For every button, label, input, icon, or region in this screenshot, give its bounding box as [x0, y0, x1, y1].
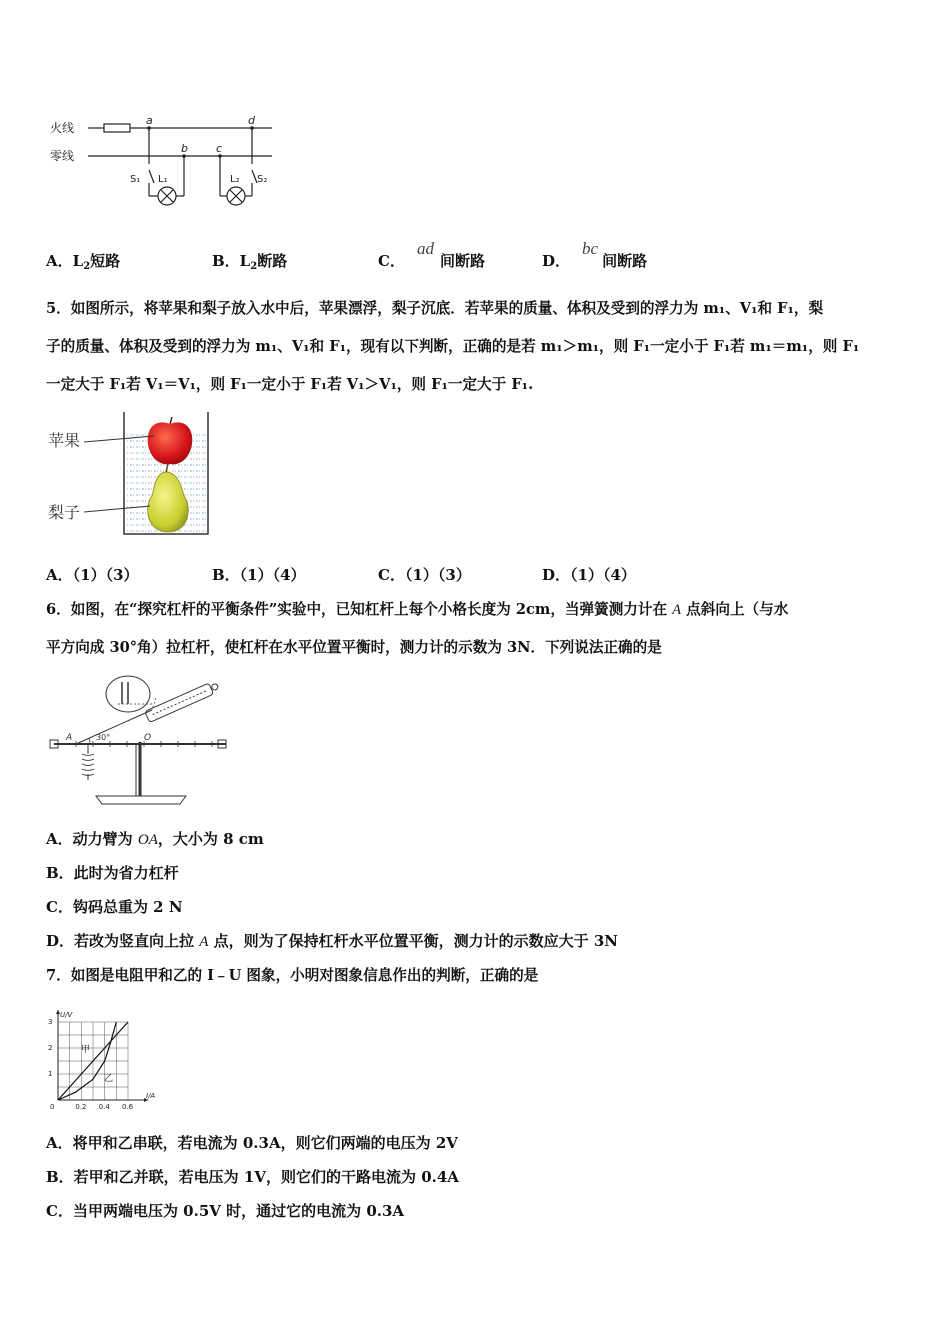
lever-angle-label: 30°	[96, 733, 111, 742]
x-tick-label: 0.2	[75, 1103, 87, 1110]
q4-option-a-prefix: A．L	[46, 252, 84, 270]
q4-option-c-prefix: C．	[378, 252, 405, 270]
point-b-label: b	[181, 142, 188, 155]
q6-option-d-prefix: D．若改为竖直向上拉	[46, 932, 200, 950]
x-axis-label: I/A	[146, 1092, 156, 1100]
q6-option-d-var: A	[199, 934, 209, 950]
q6-option-a-var: OA	[137, 832, 158, 848]
q5-stem-line-2: 子的质量、体积及受到的浮力为 m₁、V₁和 F₁，现有以下判断，正确的是若 m₁＞m₁，则 F₁一定小于 F₁若 m₁＝m₁，则 F₁	[46, 338, 860, 355]
q5-option-a[interactable]: A．（1）（3）	[46, 566, 139, 584]
lever-pivot-o-label: O	[144, 733, 152, 743]
series-label-yi: 乙	[104, 1074, 114, 1085]
q4-option-a-suffix: 短路	[90, 252, 121, 270]
q6-option-a[interactable]	[46, 828, 264, 849]
q6-option-d-suffix: 点，则为了保持杠杆水平位置平衡，测力计的示数应大于 3N	[208, 932, 619, 950]
y-axis-label: U/V	[60, 1011, 73, 1019]
y-tick-label: 1	[48, 1070, 53, 1078]
y-tick-label: 3	[48, 1018, 53, 1026]
pear-label: 梨子	[48, 503, 81, 522]
q6-option-b[interactable]: B．此时为省力杠杆	[46, 864, 179, 882]
switch-s1-label: S₁	[130, 174, 141, 185]
q4-option-c[interactable]	[378, 239, 485, 271]
point-a-label: a	[146, 114, 153, 127]
q4-option-d-suffix: 间断路	[602, 252, 648, 270]
q4-option-c-suffix: 间断路	[439, 252, 485, 270]
q5-stem-line-1: 5．如图所示，将苹果和梨子放入水中后，苹果漂浮，梨子沉底．若苹果的质量、体积及受到的浮力为 m₁、V₁和 F₁，梨	[46, 300, 824, 317]
fuse	[104, 124, 130, 132]
q5-option-c[interactable]: C．（1）（3）	[378, 566, 471, 584]
q4-option-d-var: bc	[582, 239, 599, 258]
q6-stem-line-1-text: 6．如图，在“探究杠杆的平衡条件”实验中，已知杠杆上每个小格长度为 2cm，当弹簧测力计在	[46, 601, 673, 618]
point-d-label: d	[248, 114, 255, 127]
q4-option-d[interactable]	[542, 239, 648, 271]
q6-stem-line-2: 平方向成 30°角）拉杠杆，使杠杆在水平位置平衡时，测力计的示数为 3N．下列说法正确的是	[46, 639, 662, 656]
chart-labels	[48, 1011, 155, 1110]
q7-stem: 7．如图是电阻甲和乙的 I﹣U 图象，小明对图象信息作出的判断，正确的是	[46, 967, 539, 984]
x-tick-label: 0	[50, 1103, 55, 1110]
q4-option-a[interactable]	[46, 250, 120, 272]
q5-option-d[interactable]: D．（1）（4）	[542, 566, 636, 584]
q4-option-b[interactable]	[212, 250, 287, 272]
circuit-diagram	[46, 108, 286, 213]
q7-option-a[interactable]: A．将甲和乙串联，若电流为 0.3A，则它们两端的电压为 2V	[46, 1134, 458, 1152]
lever-figure	[46, 672, 236, 810]
q4-option-b-prefix: B．L	[212, 252, 251, 270]
x-tick-label: 0.6	[122, 1103, 134, 1110]
q6-stem-line-1-text-2: 点斜向上（与水	[681, 601, 789, 618]
q6-stem-var-a: A	[672, 602, 682, 618]
apple-shape	[148, 417, 193, 464]
switch-s2-label: S₂	[257, 174, 268, 185]
lamp-l1-label: L₁	[158, 174, 168, 185]
apple-pear-beaker-figure	[46, 408, 216, 540]
q6-option-c[interactable]: C．钩码总重为 2 N	[46, 898, 183, 916]
q4-option-c-var: ad	[416, 239, 434, 258]
q6-option-a-prefix: A．动力臂为	[46, 830, 138, 848]
q6-option-a-suffix: ，大小为 8 cm	[157, 830, 264, 848]
q4-option-b-sub: 2	[250, 261, 258, 272]
iu-graph	[44, 1002, 174, 1110]
q7-option-b[interactable]: B．若甲和乙并联，若电压为 1V，则它们的干路电流为 0.4A	[46, 1168, 459, 1186]
q6-option-d[interactable]	[46, 930, 618, 951]
q5-stem-line-3: 一定大于 F₁若 V₁＝V₁，则 F₁一定小于 F₁若 V₁＞V₁，则 F₁一定大于 F₁.	[46, 376, 534, 393]
neutral-wire-label: 零线	[50, 149, 75, 163]
q5-option-b[interactable]: B．（1）（4）	[212, 566, 306, 584]
lever-point-a-label: A	[66, 733, 73, 743]
lamp-l2-label: L₂	[230, 174, 240, 185]
q7-option-c[interactable]: C．当甲两端电压为 0.5V 时，通过它的电流为 0.3A	[46, 1202, 405, 1220]
q4-option-d-prefix: D．	[542, 252, 571, 270]
q4-option-a-sub: 2	[83, 261, 91, 272]
live-wire-label: 火线	[50, 121, 75, 135]
y-tick-label: 2	[48, 1044, 53, 1052]
point-c-label: c	[216, 142, 223, 155]
q6-stem-line-1	[46, 598, 788, 619]
series-label-jia: 甲	[81, 1045, 91, 1055]
apple-label: 苹果	[48, 431, 81, 450]
q4-option-b-suffix: 断路	[257, 252, 288, 270]
x-tick-label: 0.4	[98, 1103, 110, 1110]
